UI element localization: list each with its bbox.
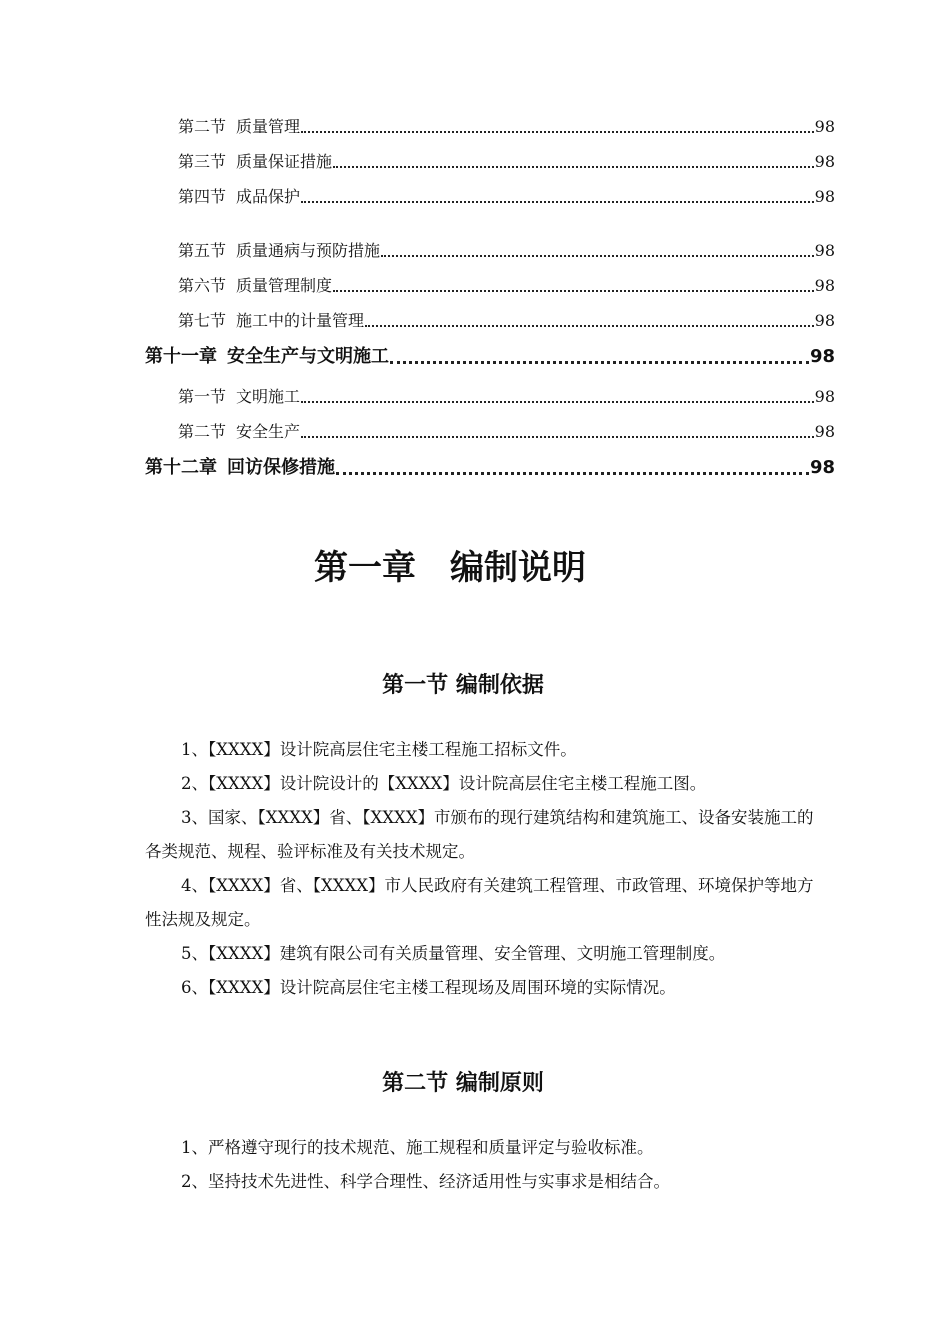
toc-entry-number: 第五节 [178,241,227,260]
toc-entry-page: 98 [814,187,835,206]
toc-entry[interactable] [178,152,835,172]
toc-leader-dots [301,401,814,403]
toc-entry-title: 安全生产与文明施工 [227,346,389,367]
toc-entry-page: 98 [814,152,835,171]
toc-entry-page: 98 [814,241,835,260]
toc-entry-number: 第六节 [178,276,227,295]
toc-leader-dots [390,361,809,364]
section-heading: 第二节 编制原则 [382,1071,544,1096]
toc-entry-page: 98 [814,422,835,441]
toc-entry-number: 第十二章 [145,457,217,478]
toc-entry-page: 98 [814,117,835,136]
toc-entry-number: 第十一章 [145,346,217,367]
toc-entry-title: 回访保修措施 [227,457,335,478]
chapter-heading [0,540,900,589]
toc-entry-number: 第二节 [178,422,227,441]
toc-entry-page: 98 [814,311,835,330]
toc-entry-page: 98 [809,346,835,367]
toc-entry-title: 施工中的计量管理 [236,311,365,330]
toc-entry[interactable] [178,241,835,261]
toc-entry-title: 文明施工 [236,387,301,406]
toc-entry-page: 98 [809,457,835,478]
paragraph: 3、国家、【XXXX】省、【XXXX】市颁布的现行建筑结构和建筑施工、设备安装施工的各类规范、规程、验评标准及有关技术规定。 [145,808,814,861]
paragraph: 1、【XXXX】设计院高层住宅主楼工程施工招标文件。 [181,740,577,759]
toc-entry-title: 成品保护 [236,187,301,206]
toc-leader-dots [301,131,814,133]
toc-leader-dots [365,325,814,327]
paragraph: 5、【XXXX】建筑有限公司有关质量管理、安全管理、文明施工管理制度。 [181,944,726,963]
toc-leader-dots [301,436,814,438]
toc-entry-number: 第七节 [178,311,227,330]
toc-leader-dots [336,472,809,475]
paragraph: 1、严格遵守现行的技术规范、施工规程和质量评定与验收标准。 [181,1138,654,1157]
toc-entry-title: 质量保证措施 [236,152,333,171]
paragraph: 4、【XXXX】省、【XXXX】市人民政府有关建筑工程管理、市政管理、环境保护等地方性法规及规定。 [145,876,814,929]
toc-entry[interactable] [178,117,835,137]
toc-leader-dots [333,290,814,292]
toc-entry-number: 第四节 [178,187,227,206]
toc-entry-title: 质量管理制度 [236,276,333,295]
toc-chapter-entry[interactable] [145,346,835,368]
toc-entry[interactable] [178,187,835,207]
toc-entry-page: 98 [814,387,835,406]
toc-entry[interactable] [178,311,835,331]
paragraph: 2、坚持技术先进性、科学合理性、经济适用性与实事求是相结合。 [181,1172,670,1191]
toc-leader-dots [381,255,814,257]
toc-entry[interactable] [178,422,835,442]
toc-leader-dots [333,166,814,168]
toc-entry-number: 第一节 [178,387,227,406]
toc-entry[interactable] [178,276,835,296]
toc-entry-number: 第二节 [178,117,227,136]
toc-entry[interactable] [178,387,835,407]
chapter-number: 第一章 [314,548,416,588]
chapter-title: 编制说明 [450,548,586,588]
toc-entry-number: 第三节 [178,152,227,171]
toc-entry-page: 98 [814,276,835,295]
paragraph: 6、【XXXX】设计院高层住宅主楼工程现场及周围环境的实际情况。 [181,978,676,997]
toc-entry-title: 质量管理 [236,117,301,136]
toc-entry-title: 质量通病与预防措施 [236,241,381,260]
toc-leader-dots [301,201,814,203]
toc-entry-title: 安全生产 [236,422,301,441]
toc-chapter-entry[interactable] [145,457,835,479]
paragraph: 2、【XXXX】设计院设计的【XXXX】设计院高层住宅主楼工程施工图。 [181,774,707,793]
section-heading: 第一节 编制依据 [382,673,544,698]
